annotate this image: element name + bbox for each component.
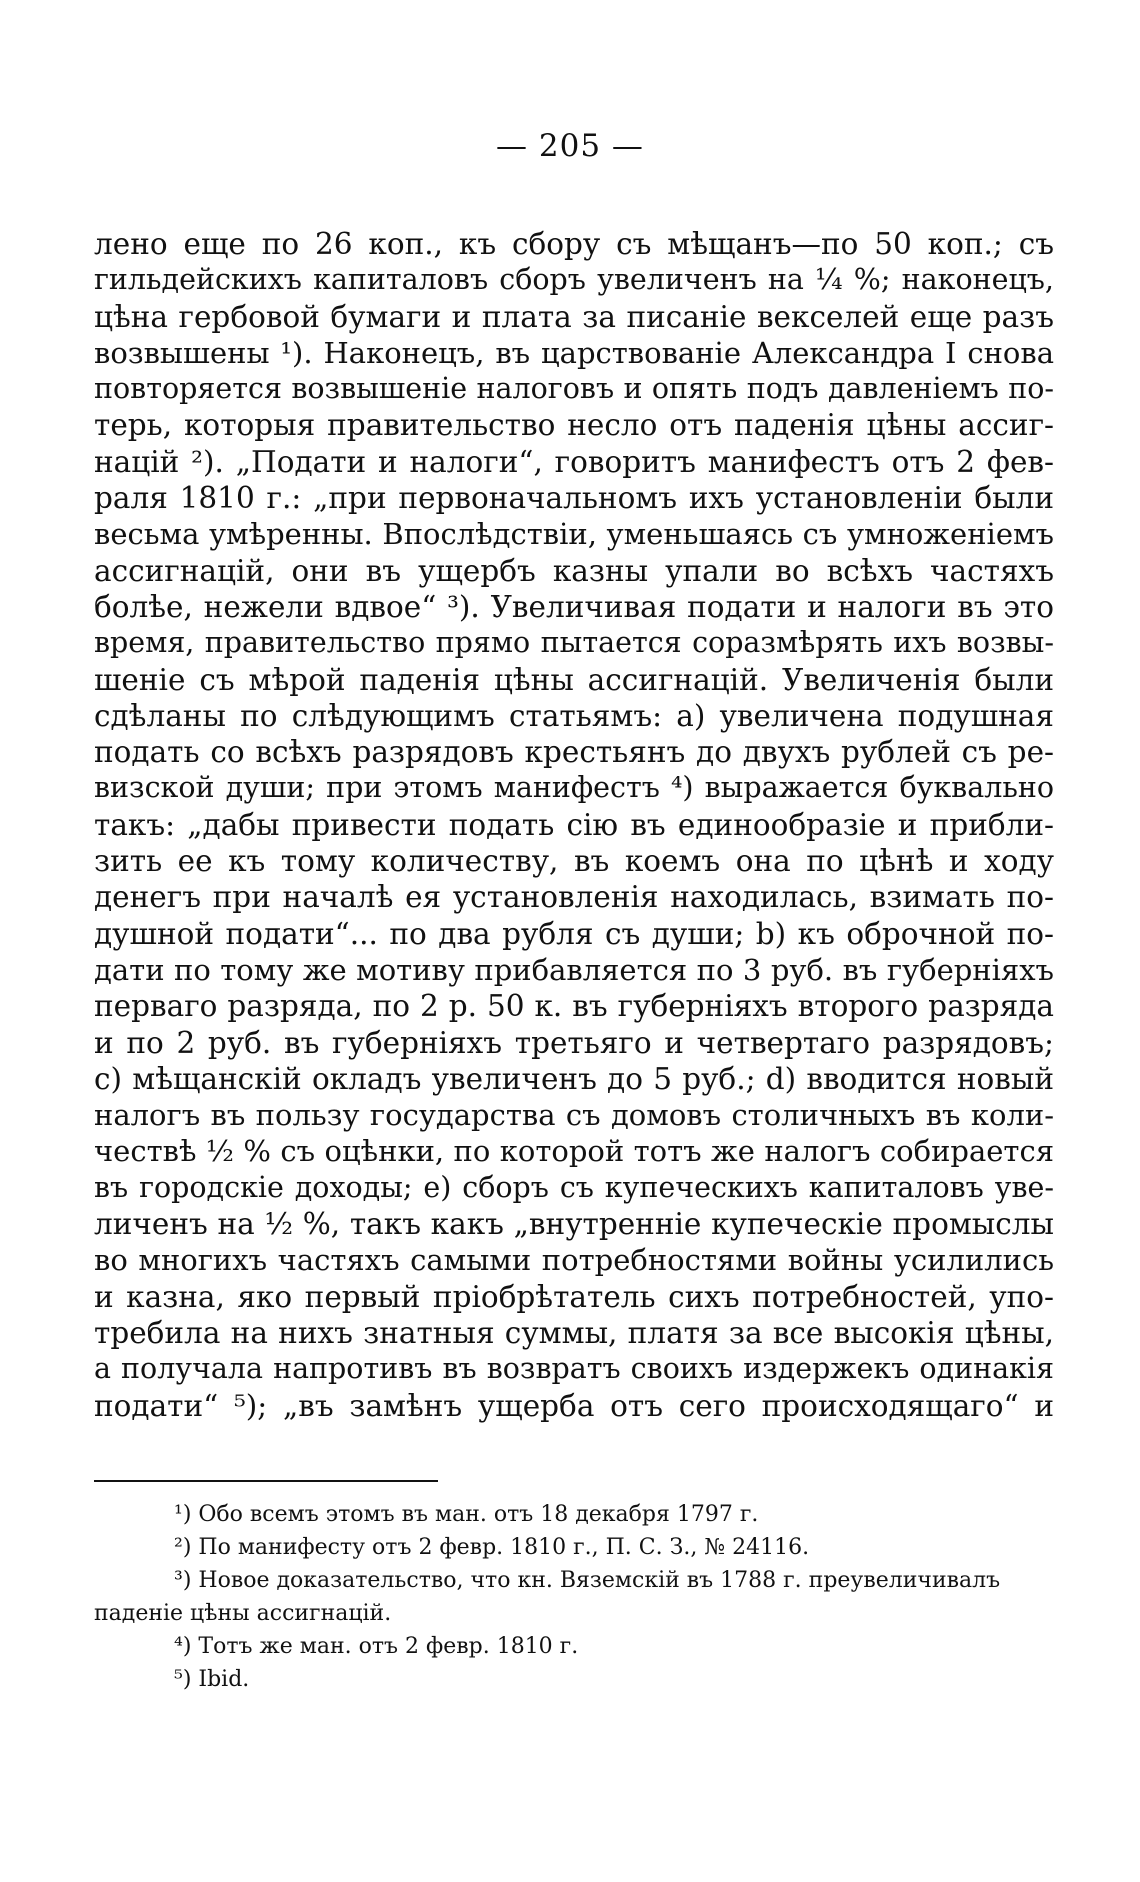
footnotes bbox=[94, 1498, 1054, 1696]
footnote-3: ³) Новое доказательство, что кн. Вяземскій въ 1788 г. преувеличивалъ bbox=[174, 1568, 1001, 1593]
body-line: гильдейскихъ капиталовъ сборъ увеличенъ на ¼ %; наконецъ, bbox=[94, 263, 1054, 297]
body-line: личенъ на ½ %, такъ какъ „внутренніе купеческіе промыслы bbox=[94, 1207, 1054, 1242]
footnote-3-continued: паденіе цѣны ассигнацій. bbox=[94, 1601, 392, 1626]
body-line: болѣе, нежели вдвое“ ³). Увеличивая подати и налоги въ это bbox=[94, 589, 1054, 624]
body-line: подати“ ⁵); „въ замѣнъ ущерба отъ сего происходящаго“ и bbox=[94, 1388, 1054, 1423]
body-line: налогъ въ пользу государства съ домовъ столичныхъ въ коли- bbox=[94, 1098, 1054, 1133]
body-line: время, правительство прямо пытается соразмѣрять ихъ возвы- bbox=[94, 626, 1054, 660]
body-line: денегъ при началѣ ея установленія находилась, взимать по- bbox=[94, 880, 1054, 915]
body-line: сдѣланы по слѣдующимъ статьямъ: a) увеличена подушная bbox=[94, 698, 1054, 733]
body-line: раля 1810 г.: „при первоначальномъ ихъ установленіи были bbox=[94, 481, 1054, 516]
body-line: чествѣ ½ % съ оцѣнки, по которой тотъ же налогъ собирается bbox=[94, 1134, 1054, 1169]
body-line: перваго разряда, по 2 р. 50 к. въ губерніяхъ второго разряда bbox=[94, 989, 1054, 1024]
body-line: повторяется возвышеніе налоговъ и опять подъ давленіемъ по- bbox=[94, 372, 1054, 406]
body-line: лено еще по 26 коп., къ сбору съ мѣщанъ—по 50 коп.; съ bbox=[94, 227, 1054, 261]
body-line: и по 2 руб. въ губерніяхъ третьяго и четвертаго разрядовъ; bbox=[94, 1025, 1054, 1060]
page-number: — 205 — bbox=[496, 128, 644, 164]
body-line: въ городскіе доходы; e) сборъ съ купеческихъ капиталовъ уве- bbox=[94, 1170, 1054, 1204]
body-line: такъ: „дабы привести подать сію въ единообразіе и прибли- bbox=[94, 807, 1054, 842]
body-line: c) мѣщанскій окладъ увеличенъ до 5 руб.; d) вводится новый bbox=[94, 1061, 1054, 1096]
body-line: а получала напротивъ въ возвратъ своихъ издержекъ одинакія bbox=[94, 1352, 1054, 1386]
body-line: во многихъ частяхъ самыми потребностями войны усилились bbox=[94, 1243, 1054, 1278]
body-line: весьма умѣренны. Впослѣдствіи, уменьшаясь съ умноженіемъ bbox=[94, 517, 1054, 552]
footnote-4: ⁴) Тотъ же ман. отъ 2 февр. 1810 г. bbox=[174, 1634, 579, 1659]
footnote-2: ²) По манифесту отъ 2 февр. 1810 г., П. С. З., № 24116. bbox=[174, 1535, 810, 1560]
body-line: дати по тому же мотиву прибавляется по 3 руб. въ губерніяхъ bbox=[94, 952, 1054, 987]
footnote-5: ⁵) Ibid. bbox=[174, 1667, 250, 1692]
body-line: и казна, яко первый пріобрѣтатель сихъ потребностей, упо- bbox=[94, 1279, 1054, 1314]
body-text bbox=[94, 226, 1054, 1424]
footnote-divider bbox=[94, 1480, 438, 1482]
body-line: націй ²). „Подати и налоги“, говоритъ манифестъ отъ 2 фев- bbox=[94, 444, 1054, 479]
body-line: цѣна гербовой бумаги и плата за писаніе векселей еще разъ bbox=[94, 299, 1054, 334]
body-line: душной подати“... по два рубля съ души; b) къ оброчной по- bbox=[94, 916, 1054, 951]
body-line: шеніе съ мѣрой паденія цѣны ассигнацій. Увеличенія были bbox=[94, 662, 1054, 697]
body-line: визской души; при этомъ манифестъ ⁴) выражается буквально bbox=[94, 771, 1054, 805]
footnote-1: ¹) Обо всемъ этомъ въ ман. отъ 18 декабря 1797 г. bbox=[174, 1502, 759, 1527]
body-line: подать со всѣхъ разрядовъ крестьянъ до двухъ рублей съ ре- bbox=[94, 735, 1054, 770]
body-line: возвышены ¹). Наконецъ, въ царствованіе Александра I снова bbox=[94, 335, 1054, 370]
body-line: ассигнацій, они въ ущербъ казны упали во всѣхъ частяхъ bbox=[94, 553, 1054, 588]
body-line: зить ее къ тому количеству, въ коемъ она по цѣнѣ и ходу bbox=[94, 844, 1054, 879]
body-line: требила на нихъ знатныя суммы, платя за все высокія цѣны, bbox=[94, 1315, 1054, 1350]
body-line: терь, которыя правительство несло отъ паденія цѣны ассиг- bbox=[94, 408, 1054, 443]
